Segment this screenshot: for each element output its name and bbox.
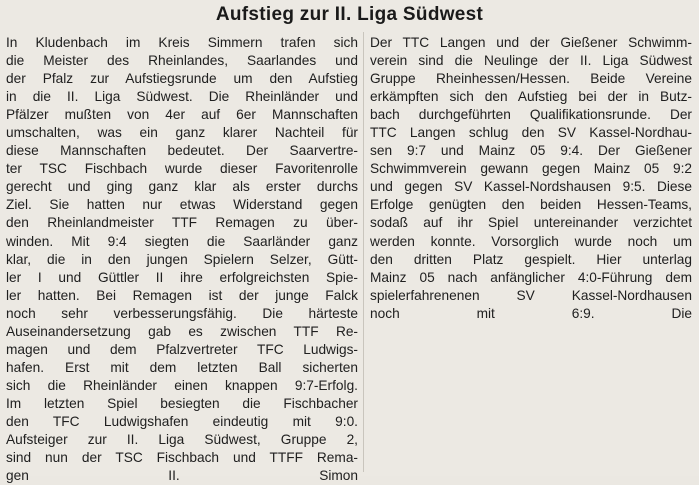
text-line: bach durchgeführten Qualifikationsrunde. Der [370, 107, 692, 123]
text-line: den TFC Ludwigshafen eindeutig mit 9:0. [6, 413, 358, 429]
text-line: der Pfalz zur Aufstiegsrunde um den Aufstieg [6, 71, 358, 87]
text-line: in die II. Liga Südwest. Die Rheinländer und [6, 89, 358, 105]
text-line: die Meister des Rheinlandes, Saarlandes und [6, 53, 358, 69]
text-line: sodaß auf ihr Spiel untereinander verzichtet [370, 215, 692, 231]
text-line: ler hatten. Bei Remagen ist der junge Falck [6, 287, 358, 303]
text-line: Pfälzer mußten von 4er auf 6er Mannschaften [6, 107, 358, 123]
text-line: erkämpften sich den Aufstieg bei der in Butz- [370, 89, 692, 105]
text-line: sind nun der TSC Fischbach und TTFF Rema- [6, 450, 358, 466]
text-line: sich die Rheinländer einen knappen 9:7-Erfolg. [6, 377, 358, 393]
text-line: TTC Langen schlug den SV Kassel-Nordhau- [370, 125, 692, 141]
text-line: diese Mannschaften bedeutet. Der Saarvertre- [6, 143, 358, 159]
text-line: ler I und Güttler II ihre erfolgreichsten Spie- [6, 269, 358, 285]
text-line: klar, die in den jungen Spielern Selzer, Gütt- [6, 251, 358, 267]
text-line-author: gen II. Simon [6, 468, 358, 484]
text-line: verein sind die Neulinge der II. Liga Südwest [370, 53, 692, 69]
text-line: gerecht und ging ganz klar als erster durchs [6, 179, 358, 195]
text-line: Erfolge genügten den beiden Hessen-Teams, [370, 197, 692, 213]
text-line: Mainz 05 nach anfänglicher 4:0-Führung dem [370, 269, 692, 285]
text-line: Aufsteiger zur II. Liga Südwest, Gruppe 2, [6, 432, 358, 448]
column-divider [363, 32, 364, 472]
text-line: werden konnte. Vorsorglich wurde noch um [370, 233, 692, 249]
text-line: umschalten, was ein ganz klarer Nachteil für [6, 125, 358, 141]
text-line: Im letzten Spiel besiegten die Fischbacher [6, 395, 358, 411]
text-line: den dritten Platz gespielt. Hier unterlag [370, 251, 692, 267]
text-line: Ziel. Sie hatten nur etwas Widerstand gegen [6, 197, 358, 213]
text-line: In Kludenbach im Kreis Simmern trafen sich [6, 35, 358, 50]
text-line: hafen. Erst mit dem letzten Ball sicherten [6, 359, 358, 375]
article-headline: Aufstieg zur II. Liga Südwest [215, 4, 484, 25]
text-line: und gegen SV Kassel-Nordshausen 9:5. Diese [370, 179, 692, 195]
right-column [370, 34, 692, 323]
text-line: Schwimmverein gewann gegen Mainz 05 9:2 [370, 161, 692, 177]
text-line: ter TSC Fischbach wurde dieser Favoritenrolle [6, 161, 358, 177]
text-line: Gruppe Rheinhessen/Hessen. Beide Vereine [370, 71, 692, 87]
text-line-continued: noch mit 6:9. Die [370, 305, 692, 321]
text-line: winden. Mit 9:4 siegten die Saarländer ganz [6, 233, 358, 249]
text-line: Der TTC Langen und der Gießener Schwimm- [370, 35, 692, 50]
text-line: magen und dem Pfalzvertreter TFC Ludwigs- [6, 341, 358, 357]
text-line: den Rheinlandmeister TTF Remagen zu über- [6, 215, 358, 231]
text-line: spielerfahrenenen SV Kassel-Nordhausen [370, 287, 692, 303]
text-line: noch sehr verbesserungsfähig. Die härteste [6, 305, 358, 321]
text-line: sen 9:7 und Mainz 05 9:4. Der Gießener [370, 143, 692, 159]
left-column [6, 34, 358, 485]
text-line: Auseinandersetzung gab es zwischen TTF Re- [6, 323, 358, 339]
